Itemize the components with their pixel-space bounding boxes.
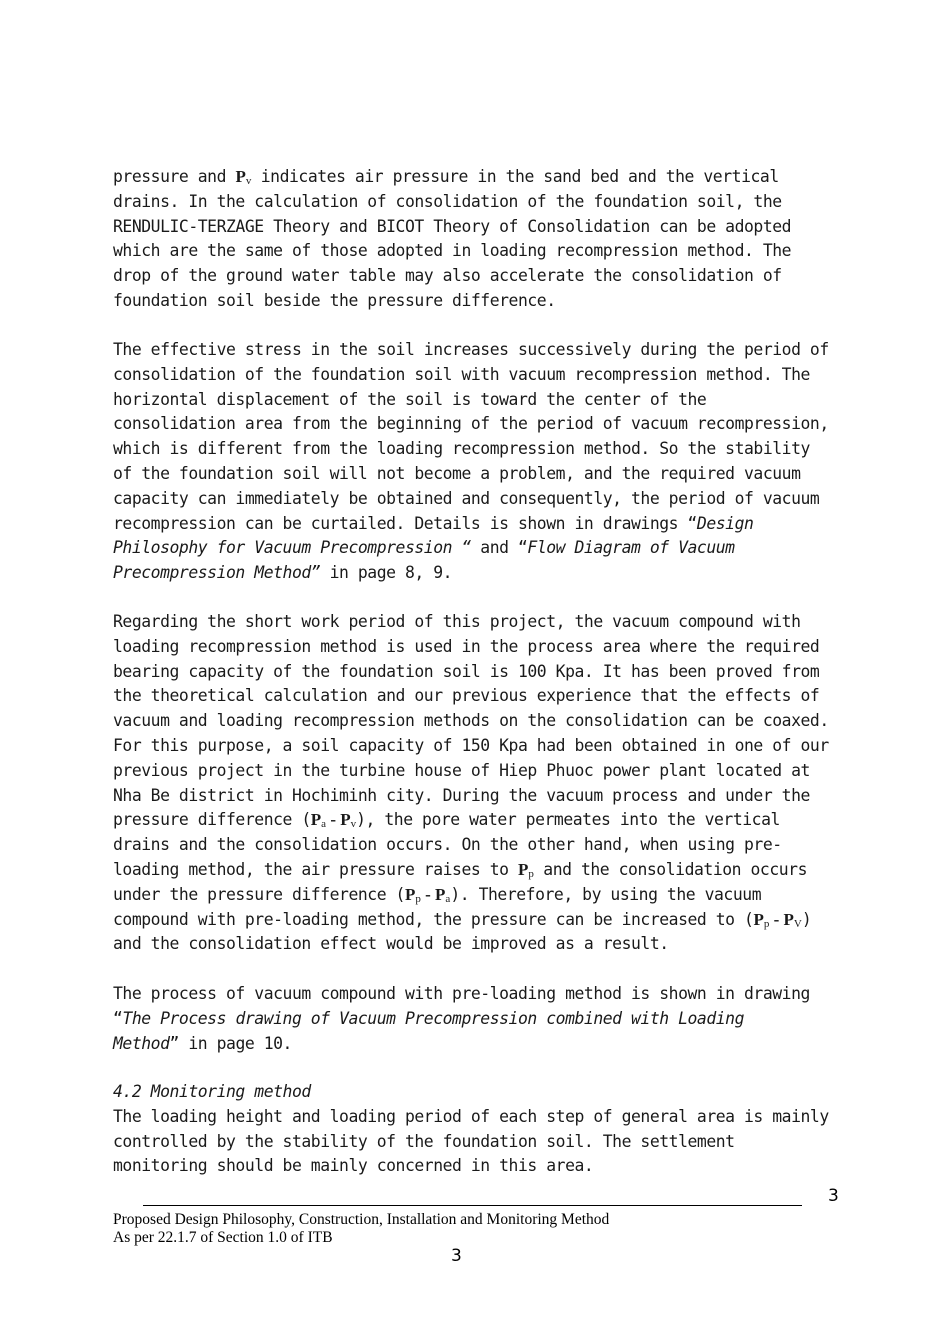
text-line: drains and the consolidation occurs. On the other hand, when using pre- xyxy=(113,835,782,855)
text-line: consolidation area from the beginning of the period of vacuum recompression, xyxy=(113,414,829,434)
text-line xyxy=(113,512,853,537)
text-line xyxy=(113,536,853,561)
text-line: and the consolidation effect would be improved as a result. xyxy=(113,934,669,954)
section-monitoring-method xyxy=(113,1080,853,1179)
text-line: previous project in the turbine house of Hiep Phuoc power plant located at xyxy=(113,760,810,780)
text-line: For this purpose, a soil capacity of 150 Kpa had been obtained in one of our xyxy=(113,735,829,755)
footer-reference: As per 22.1.7 of Section 1.0 of ITB xyxy=(113,1229,333,1246)
text-line: drains. In the calculation of consolidation of the foundation soil, the xyxy=(113,191,782,211)
minus-sign: - xyxy=(769,909,784,929)
minus-sign: - xyxy=(420,884,436,904)
pp-symbol: P xyxy=(404,884,416,904)
text-fragment: in page 8, 9. xyxy=(320,563,453,583)
paragraph-pressure-difference xyxy=(113,165,853,314)
text-fragment: compound with pre-loading method, the pressure can be increased to ( xyxy=(113,909,754,929)
page-number: 3 xyxy=(828,1186,839,1206)
pa-symbol: P xyxy=(435,884,446,904)
text-line: bearing capacity of the foundation soil is 100 Kpa. It has been proved from xyxy=(113,661,820,681)
pa-subscript: a xyxy=(321,818,327,831)
text-line: The process of vacuum compound with pre-loading method is shown in drawing xyxy=(113,984,810,1003)
text-line: monitoring should be mainly concerned in this area. xyxy=(113,1156,594,1176)
text-fragment: “ xyxy=(113,1008,123,1028)
text-line xyxy=(113,858,853,883)
pv-symbol: P xyxy=(235,167,246,186)
text-line: horizontal displacement of the soil is toward the center of the xyxy=(113,389,707,409)
paragraph-process-drawing xyxy=(113,982,853,1056)
text-line xyxy=(113,165,853,190)
pv-symbol: P xyxy=(340,810,351,830)
pv-subscript: v xyxy=(245,175,252,187)
pv-subscript: v xyxy=(350,818,357,831)
text-line: Nha Be district in Hochiminh city. During the vacuum process and under the xyxy=(113,785,810,805)
text-line xyxy=(113,1032,853,1057)
footer-divider xyxy=(143,1205,802,1206)
text-fragment: loading method, the air pressure raises to xyxy=(113,859,518,879)
drawing-reference: Philosophy for Vacuum Precompression “ xyxy=(113,538,471,558)
text-line: which is different from the loading recompression method. So the stability xyxy=(113,439,810,459)
pa-symbol: P xyxy=(310,810,322,830)
text-fragment: ) xyxy=(801,909,812,929)
pv-subscript: V xyxy=(793,917,802,930)
text-line xyxy=(113,561,853,586)
drawing-reference: Design xyxy=(696,513,754,533)
pa-subscript: a xyxy=(445,892,451,905)
pp-subscript: p xyxy=(763,917,770,930)
text-line xyxy=(113,908,853,933)
drawing-reference: The Process drawing of Vacuum Precompression combined with Loading xyxy=(122,1008,745,1028)
text-line xyxy=(113,1007,853,1032)
text-line: drop of the ground water table may also accelerate the consolidation of xyxy=(113,266,782,286)
text-fragment: indicates air pressure in the sand bed and the vertical xyxy=(251,167,779,186)
paragraph-work-period xyxy=(113,610,853,957)
text-line: capacity can immediately be obtained and consequently, the period of vacuum xyxy=(113,488,820,508)
text-line: Regarding the short work period of this project, the vacuum compound with xyxy=(113,612,801,631)
paragraph-effective-stress xyxy=(113,338,853,586)
text-fragment: ” in page 10. xyxy=(169,1033,292,1053)
text-fragment: pressure and xyxy=(113,167,236,186)
drawing-reference: Method xyxy=(113,1033,170,1053)
pp-subscript: p xyxy=(528,867,534,880)
footer-title: Proposed Design Philosophy, Construction, Installation and Monitoring Method xyxy=(113,1211,610,1228)
text-line: consolidation of the foundation soil with vacuum recompression method. The xyxy=(113,364,810,384)
text-line: the theoretical calculation and our previous experience that the effects of xyxy=(113,686,820,706)
text-line: which are the same of those adopted in loading recompression method. The xyxy=(113,241,792,261)
text-line: RENDULIC-TERZAGE Theory and BICOT Theory of Consolidation can be adopted xyxy=(113,216,792,236)
page-number-bottom: 3 xyxy=(451,1246,462,1266)
drawing-reference: Precompression Method” xyxy=(113,563,321,583)
text-line xyxy=(113,808,853,833)
text-line: loading recompression method is used in the process area where the required xyxy=(113,636,820,656)
text-fragment: ). Therefore, by using the vacuum xyxy=(450,884,762,904)
text-line xyxy=(113,883,853,908)
drawing-reference: Flow Diagram of Vacuum xyxy=(527,538,735,558)
text-fragment: under the pressure difference ( xyxy=(113,884,405,904)
text-fragment: and “ xyxy=(470,538,528,558)
text-line: foundation soil beside the pressure difference. xyxy=(113,290,556,310)
text-line: vacuum and loading recompression methods on the consolidation can be coaxed. xyxy=(113,711,829,731)
pp-symbol: P xyxy=(517,859,529,879)
pp-subscript: p xyxy=(415,892,421,905)
text-line: controlled by the stability of the foundation soil. The settlement xyxy=(113,1131,735,1151)
text-line: The effective stress in the soil increases successively during the period of xyxy=(113,340,829,359)
text-line: The loading height and loading period of each step of general area is mainly xyxy=(113,1106,829,1126)
text-fragment: and the consolidation occurs xyxy=(533,859,807,879)
pv-symbol: P xyxy=(783,909,794,929)
text-fragment: ), the pore water permeates into the vertical xyxy=(356,810,780,830)
text-fragment: pressure difference ( xyxy=(113,810,311,830)
text-fragment: recompression can be curtailed. Details is shown in drawings “ xyxy=(113,513,697,533)
section-heading: 4.2 Monitoring method xyxy=(113,1082,311,1101)
minus-sign: - xyxy=(326,810,341,830)
pp-symbol: P xyxy=(753,909,764,929)
text-line: of the foundation soil will not become a problem, and the required vacuum xyxy=(113,463,801,483)
